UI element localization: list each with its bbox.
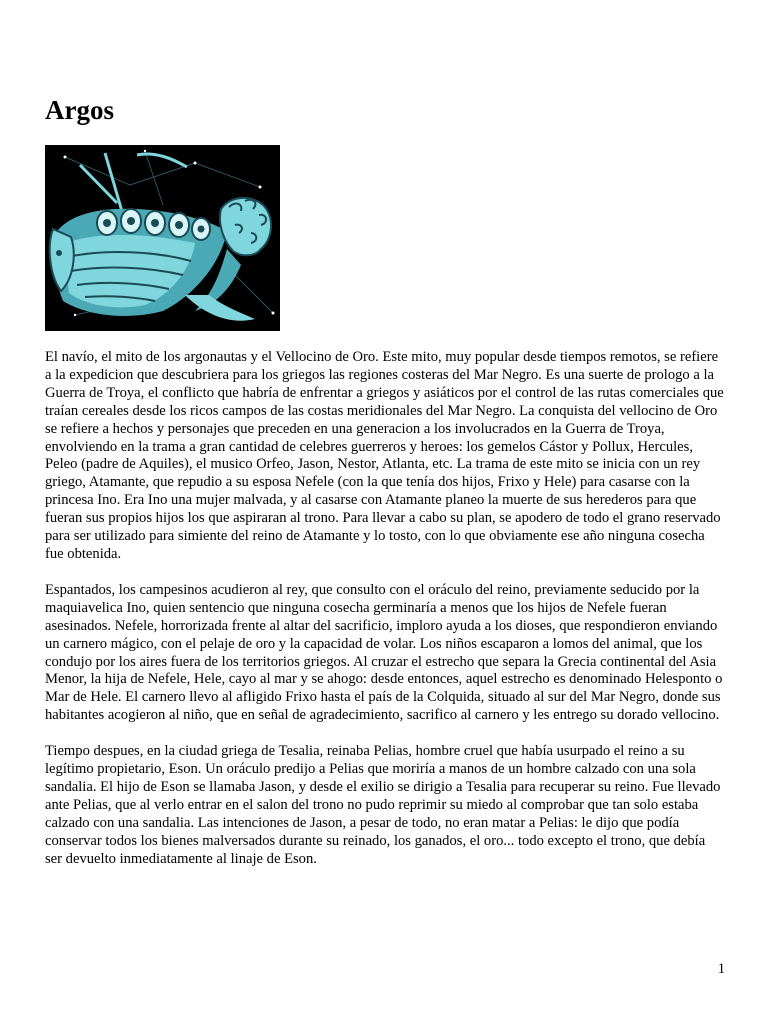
argo-ship-drawing	[45, 145, 280, 331]
page-number: 1	[717, 961, 725, 977]
body-text	[45, 349, 725, 886]
paragraph-3: Tiempo despues, en la ciudad griega de Tesalia, reinaba Pelias, hombre cruel que había usurpado el reino a su legítimo propietario, Eson. Un oráculo predijo a Pelias que moriría a manos de un hombre calzado con una sola sandalia. El hijo de Eson se llamaba Jason, y desde el exilio se dirigio a Tesalia para recuperar su reino. Fue llevado ante Pelias, que al verlo entrar en el salon del trono no pudo reprimir su miedo al comprobar que tan solo estaba calzado con una sandalia. Las intenciones de Jason, a pesar de todo, no eran matar a Pelias: le dijo que podía conservar todos los bienes malversados durante su reinado, los ganados, el oro... todo excepto el trono, que debía ser devuelto inmediatamente al linaje de Eson.	[45, 743, 721, 867]
paragraph-1: El navío, el mito de los argonautas y el Vellocino de Oro. Este mito, muy popular desde tiempos remotos, se refiere a la expedicion que descubriera para los griegos las regiones costeras del Mar Negro. Es una suerte de prologo a la Guerra de Troya, el conflicto que habría de enfrentar a griegos y asiáticos por el control de las rutas comerciales que traían cereales desde los ricos campos de las costas meridionales del Mar Negro. La conquista del vellocino de Oro se refiere a hechos y personajes que preceden en una generacion a los involucrados en la Guerra de Troya, envolviendo en la trama a gran cantidad de celebres guerreros y heroes: los gemelos Cástor y Pollux, Hercules, Peleo (padre de Aquiles), el musico Orfeo, Jason, Nestor, Atlanta, etc. La trama de este mito se inicia con un rey griego, Atamante, que repudio a su esposa Nefele (con la que tenía dos hijos, Frixo y Hele) para casarse con la princesa Ino. Era Ino una mujer malvada, y al casarse con Atamante planeo la muerte de sus herederos para que fueran sus propios hijos los que aspiraran al trono. Para llevar a cabo su plan, se apodero de todo el grano reservado para ser utilizado para simiente del reino de Atamante y lo tosto, con lo que obviamente ese año ninguna cosecha fue obtenida.	[45, 349, 724, 562]
document-title: Argos	[45, 95, 114, 125]
paragraph-2: Espantados, los campesinos acudieron al rey, que consulto con el oráculo del reino, previamente seducido por la maquiavelica Ino, quien sentencio que ninguna cosecha germinaría a menos que los hijos de Nefele fueran asesinados. Nefele, horrorizada frente al altar del sacrificio, imploro ayuda a los dioses, que respondieron enviando un carnero mágico, con el pelaje de oro y la capacidad de volar. Los niños escaparon a lomos del animal, que los condujo por los aires fuera de los territorios griegos. Al cruzar el estrecho que separa la Grecia continental del Asia Menor, la hija de Nefele, Hele, cayo al mar y se ahogo: desde entonces, aquel estrecho es denominado Helesponto o Mar de Hele. El carnero llevo al afligido Frixo hasta el país de la Colquida, situado al sur del Mar Negro, donde sus habitantes acogieron al niño, que en señal de agradecimiento, sacrifico al carnero y les entrego su dorado vellocino.	[45, 581, 723, 724]
argo-ship-illustration	[45, 145, 280, 331]
